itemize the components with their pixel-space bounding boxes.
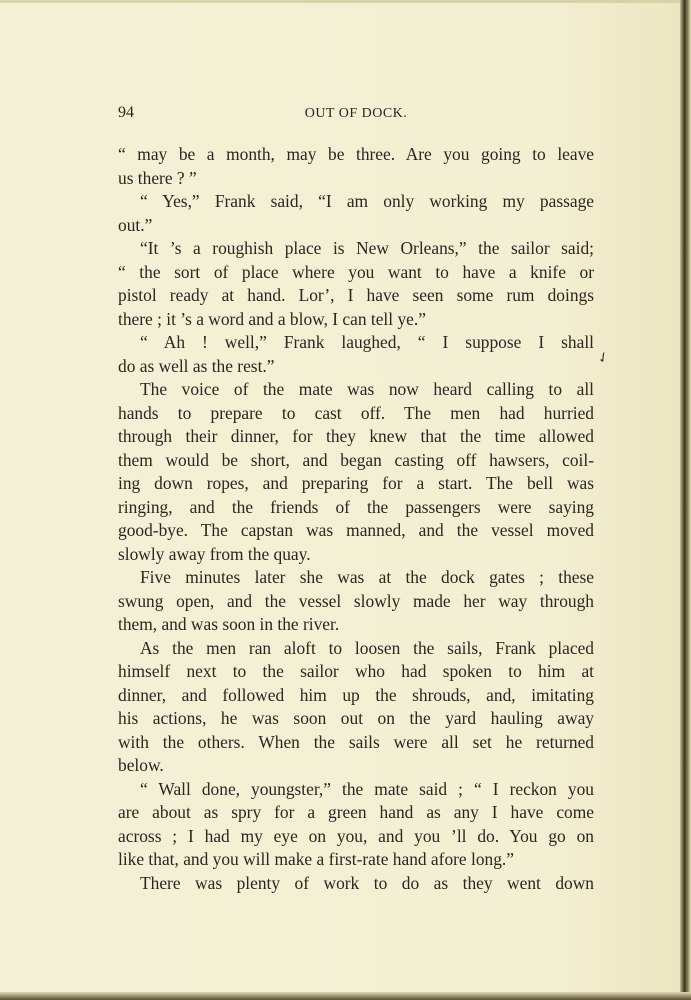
- text-line: good-bye. The capstan was manned, and the vessel moved: [118, 520, 594, 540]
- text-line: ringing, and the friends of the passengers were saying: [118, 496, 594, 517]
- text-line: The voice of the mate was now heard calling to all: [140, 379, 594, 399]
- text-line: “ may be a month, may be three. Are you going to leave: [118, 144, 594, 164]
- text-line: There was plenty of work to do as they went down: [140, 872, 594, 893]
- text-line: below.: [118, 755, 164, 775]
- text-line: hands to prepare to cast off. The men had hurried: [118, 402, 594, 423]
- text-line: As the men ran aloft to loosen the sails, Frank placed: [140, 637, 594, 658]
- text-line: do as well as the rest.”: [118, 355, 275, 376]
- text-line: there ; it ’s a word and a blow, I can tell ye.”: [118, 308, 426, 329]
- page-top-edge: [0, 0, 691, 3]
- text-line: through their dinner, for they knew that the time allowed: [118, 426, 594, 446]
- text-line: his actions, he was soon out on the yard hauling away: [118, 708, 594, 728]
- page-number: 94: [118, 104, 134, 121]
- text-line: “It ’s a roughish place is New Orleans,” the sailor said;: [140, 238, 594, 258]
- pencil-mark-icon: ✓: [595, 349, 613, 368]
- text-line: swung open, and the vessel slowly made her way through: [118, 590, 594, 611]
- text-line: out.”: [118, 214, 153, 235]
- running-title: OUT OF DOCK.: [304, 106, 408, 121]
- page-bottom-edge: [0, 992, 691, 1000]
- text-line: Five minutes later she was at the dock gates ; these: [140, 567, 594, 587]
- text-line: them, and was soon in the river.: [118, 614, 340, 634]
- text-line: slowly away from the quay.: [118, 543, 311, 564]
- text-line: with the others. When the sails were all set he returned: [118, 731, 594, 752]
- text-line: are about as spry for a green hand as any I have come: [118, 802, 594, 822]
- text-line: them would be short, and began casting off hawsers, coil-: [118, 449, 594, 470]
- text-line: like that, and you will make a first-rate hand afore long.”: [118, 849, 514, 869]
- text-line: “ the sort of place where you want to have a knife or: [118, 261, 594, 282]
- text-line: “ Yes,” Frank said, “I am only working my passage: [140, 191, 594, 211]
- text-line: himself next to the sailor who had spoken to him at: [118, 661, 594, 681]
- text-line: us there ? ”: [118, 167, 197, 188]
- body-text: [118, 143, 594, 895]
- text-line: pistol ready at hand. Lor’, I have seen some rum doings: [118, 285, 594, 305]
- text-line: dinner, and followed him up the shrouds, and, imitating: [118, 684, 594, 705]
- page-header: [118, 104, 594, 126]
- text-line: “ Ah ! well,” Frank laughed, “ I suppose I shall: [140, 332, 594, 352]
- book-spine-shadow: [680, 0, 691, 1000]
- text-line: across ; I had my eye on you, and you ’ll do. You go on: [118, 825, 594, 846]
- text-line: ing down ropes, and preparing for a start. The bell was: [118, 473, 594, 493]
- text-line: “ Wall done, youngster,” the mate said ; “ I reckon you: [140, 778, 594, 799]
